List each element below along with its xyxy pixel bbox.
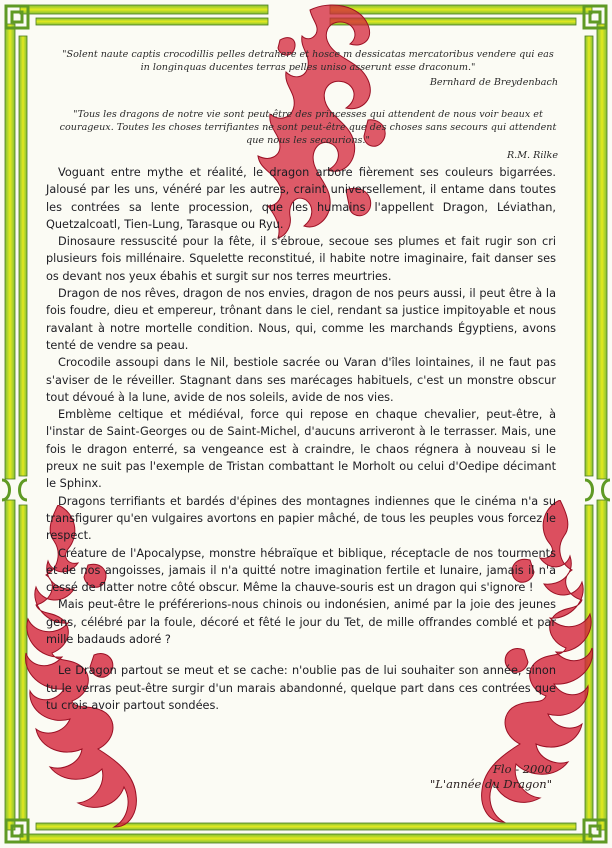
paragraph: Dragon de nos rêves, dragon de nos envies, dragon de nos peurs aussi, il peut être à la fois foudre, dieu et empereur, trônant dans le ciel, rendant sa justice impitoyable et nous ravalant à notre mortelle condition. Nous, qui, comme les marchands Égyptiens, avons tenté de vendre sa peau.	[46, 287, 556, 352]
paragraph: Mais peut-être le préférerions-nous chinois ou indonésien, animé par la joie des jeunes gens, célébré par la foule, décoré et fêté le jour du Tet, de mille offrandes comblé et par mille badauds adoré ?	[46, 598, 556, 647]
signature-title: "L'année du Dragon"	[429, 777, 552, 791]
quote-text: "Tous les dragons de notre vie sont peut-être des princesses qui attendent de nous voir beaux et courageux. Toutes les choses terrifiantes ne sont peut-être que des choses sans secours qui attendent que nous les secourions."	[59, 109, 557, 146]
signature-author: Flo - 2000	[492, 762, 552, 776]
paragraph: Le Dragon partout se meut et se cache: n'oublie pas de lui souhaiter son année, sinon tu le verras peut-être surgir d'un marais abandonné, quelque part dans ces contrées que tu crois avoir partout sondées.	[46, 664, 556, 712]
paragraph: Dinosaure ressuscité pour la fête, il s'ébroue, secoue ses plumes et fait rugir son cri plusieurs fois millénaire. Squelette reconstitué, il habite notre imaginaire, fait danser ses os devant nos yeux ébahis et surgit sur nos terres meurtries.	[46, 235, 556, 283]
paragraph: Emblème celtique et médiéval, force qui repose en chaque chevalier, peut-être, à l'instar de Saint-Georges ou de Saint-Michel, d'aucuns arriveront à le terrasser. Mais, une fois le dragon enterré, sa vengeance est à craindre, le chaos régnera à nouveau si le preux ne suit pas l'exemple de Tristan combattant le Morholt ou celui d'Oedipe décimant le Sphinx.	[46, 408, 556, 491]
paragraph: Voguant entre mythe et réalité, le dragon arbore fièrement ses couleurs bigarrées. Jalousé par les uns, vénéré par les autres, craint universellement, il entame dans toutes les contrées sa lente procession, que les humains l'appellent Dragon, Léviathan, Quetzalcoatl, Tien-Lung, Tarasque ou Ryu.	[46, 166, 556, 231]
quote-author: Bernhard de Breydenbach	[429, 77, 558, 88]
quote-text: "Solent naute captis crocodillis pelles detrahere et hosce m dessicatas mercatoribus vendere qui eas in longinquas ducentes terras pelles uniso asserunt esse draconum."	[62, 49, 554, 73]
paragraph: Dragons terrifiants et bardés d'épines des montagnes indiennes que le cinéma n'a su transfigurer qu'en vulgaires avortons en papier mâché, de tous les peuples vous forcez le respect.	[46, 494, 556, 543]
main-text	[46, 164, 556, 714]
quote-rilke	[58, 108, 558, 162]
paragraph: Crocodile assoupi dans le Nil, bestiole sacrée ou Varan d'îles lointaines, il ne faut pas s'aviser de le réveiller. Stagnant dans ses marécages habituels, c'est un monstre obscur tout dévoué à la lune, avide de nos soleils, avide de nos vies.	[46, 356, 556, 404]
quote-breydenbach	[58, 48, 558, 89]
paragraph: Créature de l'Apocalypse, monstre hébraïque et biblique, réceptacle de nos tourments et de nos angoisses, jamais il n'a quitté notre imagination fertile et lunaire, jamais il n'a cessé de flatter notre côté obscur. Même la chauve-souris est un dragon qui s'ignore !	[46, 546, 556, 595]
signature	[430, 762, 552, 792]
quote-author: R.M. Rilke	[506, 150, 558, 161]
